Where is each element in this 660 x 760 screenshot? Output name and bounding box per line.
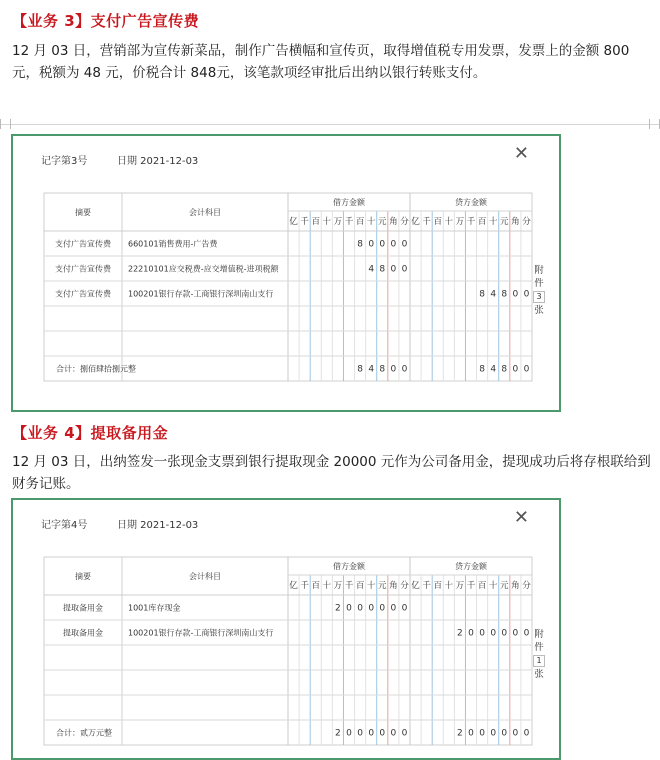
row-account: 22210101应交税费-应交增值税-进项税额 xyxy=(128,264,279,274)
close-icon[interactable]: ✕ xyxy=(513,143,529,164)
row-debit-digit: 0 xyxy=(379,603,386,614)
attachment-bottom-label: 张 xyxy=(534,669,544,680)
digit-header: 角 xyxy=(511,581,520,591)
digit-header: 百 xyxy=(477,581,487,591)
attachment-count[interactable]: 1 xyxy=(533,655,545,667)
header-credit: 贷方金额 xyxy=(455,198,487,207)
row-account: 100201银行存款-工商银行深圳南山支行 xyxy=(128,628,274,638)
total-debit-digit: 8 xyxy=(379,364,386,375)
digit-header: 万 xyxy=(455,217,465,227)
row-credit-digit: 8 xyxy=(501,289,508,300)
digit-header: 十 xyxy=(444,581,454,591)
row-account: 660101销售费用-广告费 xyxy=(128,239,218,249)
digit-header: 十 xyxy=(322,581,332,591)
business4-paragraph: 12 月 03 日，出纳签发一张现金支票到银行提取现金 20000 元作为公司备用金，提现成功后将存根联给到财务记账。 xyxy=(12,454,651,492)
digit-header: 十 xyxy=(488,581,498,591)
row-credit-digit: 0 xyxy=(523,289,530,300)
total-credit-digit: 0 xyxy=(523,364,530,375)
total-credit-digit: 4 xyxy=(490,364,497,375)
digit-header: 百 xyxy=(477,217,487,227)
digit-header: 百 xyxy=(433,217,442,227)
row-credit-digit: 0 xyxy=(501,628,508,639)
row-debit-digit: 0 xyxy=(379,239,386,250)
row-summary: 支付广告宣传费 xyxy=(55,264,111,274)
row-debit-digit: 8 xyxy=(357,239,363,250)
total-credit-digit: 0 xyxy=(523,728,530,739)
digit-header: 千 xyxy=(466,217,476,227)
total-debit-digit: 8 xyxy=(357,364,363,375)
voucher-4 xyxy=(11,498,561,760)
digit-header: 百 xyxy=(311,217,320,227)
digit-header: 十 xyxy=(488,217,498,227)
total-debit-digit: 0 xyxy=(346,728,352,739)
total-credit-digit: 0 xyxy=(512,364,519,375)
voucher-date: 日期 2021-12-03 xyxy=(117,520,199,531)
digit-header: 角 xyxy=(389,217,398,227)
total-credit-digit: 0 xyxy=(479,728,485,739)
row-summary: 支付广告宣传费 xyxy=(55,289,111,299)
total-credit-digit: 8 xyxy=(501,364,508,375)
total-debit-digit: 0 xyxy=(379,728,386,739)
digit-header: 角 xyxy=(389,581,398,591)
digit-header: 千 xyxy=(466,581,476,591)
row-credit-digit: 2 xyxy=(457,628,463,639)
row-debit-digit: 8 xyxy=(379,264,386,275)
attachment-bottom-label: 张 xyxy=(534,305,544,316)
total-credit-digit: 0 xyxy=(468,728,474,739)
digit-header: 亿 xyxy=(289,217,298,227)
header-credit: 贷方金额 xyxy=(455,562,487,571)
section-separator xyxy=(0,124,660,125)
row-credit-digit: 4 xyxy=(490,289,497,300)
row-debit-digit: 0 xyxy=(401,603,408,614)
header-summary: 摘要 xyxy=(75,572,91,581)
total-debit-digit: 4 xyxy=(368,364,375,375)
digit-header: 亿 xyxy=(411,581,420,591)
total-credit-digit: 0 xyxy=(490,728,497,739)
digit-header: 十 xyxy=(322,217,332,227)
total-credit-digit: 0 xyxy=(501,728,508,739)
row-debit-digit: 0 xyxy=(368,239,375,250)
voucher-number: 记字第3号 xyxy=(41,156,88,167)
digit-header: 千 xyxy=(422,217,431,227)
row-debit-digit: 2 xyxy=(335,603,341,614)
digit-header: 十 xyxy=(366,581,376,591)
digit-header: 十 xyxy=(444,217,454,227)
header-account: 会计科目 xyxy=(189,208,221,217)
voucher-table xyxy=(13,136,559,410)
digit-header: 万 xyxy=(333,581,343,591)
row-credit-digit: 0 xyxy=(523,628,530,639)
attachment-label xyxy=(532,628,546,681)
digit-header: 万 xyxy=(455,581,465,591)
header-debit: 借方金额 xyxy=(333,562,365,571)
digit-header: 百 xyxy=(355,217,365,227)
row-debit-digit: 0 xyxy=(390,239,397,250)
voucher-date: 日期 2021-12-03 xyxy=(117,156,199,167)
row-credit-digit: 0 xyxy=(479,628,485,639)
close-icon[interactable]: ✕ xyxy=(513,507,529,528)
row-debit-digit: 0 xyxy=(401,239,408,250)
total-debit-digit: 0 xyxy=(368,728,375,739)
header-summary: 摘要 xyxy=(75,208,91,217)
digit-header: 百 xyxy=(355,581,365,591)
digit-header: 千 xyxy=(300,581,309,591)
digit-header: 千 xyxy=(344,217,354,227)
voucher-table xyxy=(13,500,559,758)
total-label: 合计：贰万元整 xyxy=(56,728,112,738)
row-summary: 支付广告宣传费 xyxy=(55,239,111,249)
total-debit-digit: 0 xyxy=(357,728,363,739)
digit-header: 万 xyxy=(333,217,343,227)
separator-right-mark xyxy=(649,119,660,129)
digit-header: 分 xyxy=(400,581,409,591)
total-credit-digit: 2 xyxy=(457,728,463,739)
row-account: 100201银行存款-工商银行深圳南山支行 xyxy=(128,289,274,299)
row-credit-digit: 0 xyxy=(468,628,474,639)
digit-header: 亿 xyxy=(289,581,298,591)
digit-header: 元 xyxy=(378,217,387,227)
digit-header: 百 xyxy=(433,581,442,591)
business4-heading: 【业务 4】提取备用金 xyxy=(12,424,169,442)
total-debit-digit: 0 xyxy=(401,728,408,739)
voucher-number: 记字第4号 xyxy=(41,520,88,531)
digit-header: 千 xyxy=(344,581,354,591)
attachment-count[interactable]: 3 xyxy=(533,291,545,303)
digit-header: 元 xyxy=(378,581,387,591)
digit-header: 元 xyxy=(500,217,509,227)
total-debit-digit: 2 xyxy=(335,728,341,739)
digit-header: 元 xyxy=(500,581,509,591)
attachment-top-label: 附件 xyxy=(534,629,544,653)
digit-header: 角 xyxy=(511,217,520,227)
digit-header: 亿 xyxy=(411,217,420,227)
business3-heading: 【业务 3】支付广告宣传费 xyxy=(12,12,200,30)
row-summary: 提取备用金 xyxy=(63,628,103,638)
total-label: 合计：捌佰肆拾捌元整 xyxy=(56,364,136,374)
row-debit-digit: 0 xyxy=(401,264,408,275)
business3-paragraph: 12 月 03 日，营销部为宣传新菜品，制作广告横幅和宣传页，取得增值税专用发票，发票上的金额 800 元，税额为 48 元，价税合计 848元，该笔款项经审批后出纳以银行转账支付。 xyxy=(12,43,630,81)
row-debit-digit: 0 xyxy=(346,603,352,614)
row-credit-digit: 0 xyxy=(512,289,519,300)
row-debit-digit: 4 xyxy=(368,264,375,275)
digit-header: 千 xyxy=(300,217,309,227)
digit-header: 十 xyxy=(366,217,376,227)
digit-header: 分 xyxy=(522,217,531,227)
row-credit-digit: 8 xyxy=(479,289,485,300)
header-debit: 借方金额 xyxy=(333,198,365,207)
total-debit-digit: 0 xyxy=(390,728,397,739)
total-debit-digit: 0 xyxy=(401,364,408,375)
row-debit-digit: 0 xyxy=(368,603,375,614)
digit-header: 百 xyxy=(311,581,320,591)
row-credit-digit: 0 xyxy=(490,628,497,639)
attachment-label xyxy=(532,264,546,317)
digit-header: 千 xyxy=(422,581,431,591)
digit-header: 分 xyxy=(522,581,531,591)
header-account: 会计科目 xyxy=(189,572,221,581)
total-debit-digit: 0 xyxy=(390,364,397,375)
row-summary: 提取备用金 xyxy=(63,603,103,613)
total-credit-digit: 0 xyxy=(512,728,519,739)
row-debit-digit: 0 xyxy=(390,264,397,275)
row-credit-digit: 0 xyxy=(512,628,519,639)
total-credit-digit: 8 xyxy=(479,364,485,375)
digit-header: 分 xyxy=(400,217,409,227)
row-debit-digit: 0 xyxy=(357,603,363,614)
separator-left-mark xyxy=(0,119,11,129)
attachment-top-label: 附件 xyxy=(534,265,544,289)
row-account: 1001库存现金 xyxy=(128,603,181,613)
row-debit-digit: 0 xyxy=(390,603,397,614)
voucher-3 xyxy=(11,134,561,412)
